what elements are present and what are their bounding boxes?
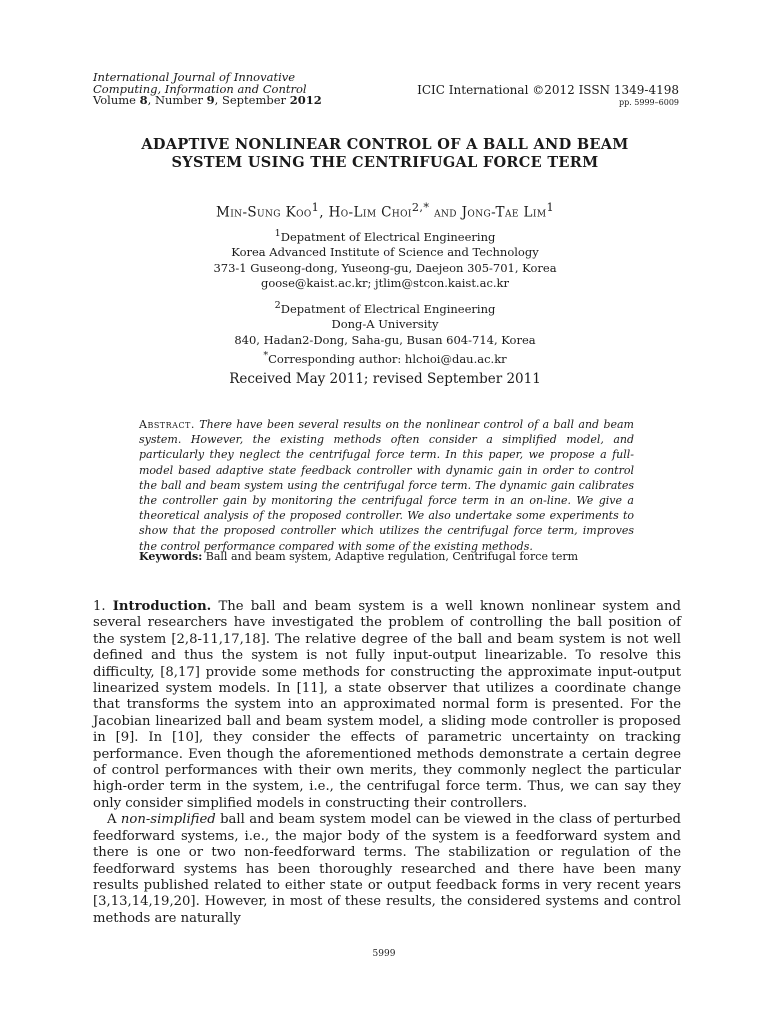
journal-volume: Volume 8, Number 9, September 2012 bbox=[93, 93, 322, 107]
email-1: goose@kaist.ac.kr; jtlim@stcon.kaist.ac.kr bbox=[260, 276, 510, 291]
corresponding-author: *Corresponding author: hlchoi@dau.ac.kr bbox=[263, 350, 507, 367]
affiliation-1: $^1$Depatment of Electrical Engineering Korea Advanced Institute of Science and Technology 373-1 Guseong-dong, Yuseong-gu, Daejeon 305-701, Korea goose@kaist.ac.kr; jtlim@stcon.kaist.ac.kr bbox=[90, 226, 680, 292]
page-range: pp. 5999–6009 bbox=[618, 98, 679, 107]
affiliation-2: $^2$Depatment of Electrical Engineering Dong-A University 840, Hadan2-Dong, Saha-gu, Busan 604-714, Korea *Corresponding author: hlchoi@dau.ac.kr bbox=[90, 298, 680, 368]
received-date: Received May 2011; revised September 2011 bbox=[229, 371, 541, 387]
keywords bbox=[139, 550, 639, 564]
introduction-section bbox=[93, 599, 681, 927]
abstract-text: There have been several results on the nonlinear control of a ball and beam system. However, the existing methods often consider a simplified model, and particularly they neglect the centrifugal force term. In this paper, we propose a full-model based adaptive state feedback controller with dynamic gain in order to control the ball and beam system using the centrifugal force term. The dynamic gain calibrates the controller gain by monitoring the centrifugal force term in an on-line. We give a theoretical analysis of the proposed controller. We also undertake some experiments to show that the proposed controller which utilizes the centrifugal force term, improves the control performance compared with some of the existing methods. bbox=[139, 418, 634, 553]
journal-name-line1: International Journal of Innovative bbox=[93, 70, 296, 84]
paper-title bbox=[90, 136, 680, 172]
intro-paragraph-2: A non-simplified ball and beam system model can be viewed in the class of perturbed feedforward systems, i.e., the major body of the system is a feedforward system and there is one or two non-feedforward terms. The stabilization or regulation of the feedforward systems has been thoroughly researched and there have been many results published related to either state or output feedback forms in very recent years [3,13,14,19,20]. However, in most of these results, the considered systems and control methods are naturally bbox=[93, 812, 681, 926]
author-1: Min-Sung Koo bbox=[215, 204, 312, 221]
abstract bbox=[139, 417, 634, 554]
keywords-label: Keywords: bbox=[139, 550, 203, 563]
intro-paragraph-1: 1. Introduction. The ball and beam system is a well known nonlinear system and several researchers have investigated the problem of controlling the ball position of the system [2,8-11,17,18]. The relative degree of the ball and beam system is not well defined and thus the system is not fully input-output linearizable. To resolve this difficulty, [8,17] provide some methods for constructing the approximate input-output linearized system models. In [11], a state observer that utilizes a coordinate change that transforms the system into an approximated normal form is presented. For the Jacobian linearized ball and beam system model, a sliding mode controller is proposed in [9]. In [10], they consider the effects of parametric uncertainty on tracking performance. Even though the aforementioned methods demonstrate a certain degree of control performances with their own merits, they commonly neglect the particular high-order term in the system, i.e., the centrifugal force term. Thus, we can say they only consider simplified models in constructing their controllers. bbox=[93, 599, 681, 811]
author-list: Min-Sung Koo$^1$, Ho-Lim Choi$^{2,*}$ and Jong-Tae Lim$^1$ bbox=[215, 201, 555, 221]
author-3: Jong-Tae Lim bbox=[461, 204, 547, 221]
title-line2: SYSTEM USING THE CENTRIFUGAL FORCE TERM bbox=[171, 154, 599, 171]
abstract-label: Abstract. bbox=[139, 418, 195, 431]
title-line1: ADAPTIVE NONLINEAR CONTROL OF A BALL AND BEAM bbox=[141, 136, 629, 153]
publisher-info bbox=[417, 83, 679, 108]
issn-line: ICIC International ©2012 ISSN 1349-4198 bbox=[417, 83, 679, 97]
page-number: 5999 bbox=[372, 949, 396, 959]
journal-header bbox=[93, 72, 353, 107]
keywords-text: Ball and beam system, Adaptive regulation, Centrifugal force term bbox=[205, 550, 579, 563]
section-number: 1. bbox=[93, 599, 106, 614]
section-heading: Introduction. bbox=[112, 599, 212, 614]
journal-name-line2: Computing, Information and Control bbox=[93, 81, 307, 96]
author-2: Ho-Lim Choi bbox=[328, 204, 412, 221]
